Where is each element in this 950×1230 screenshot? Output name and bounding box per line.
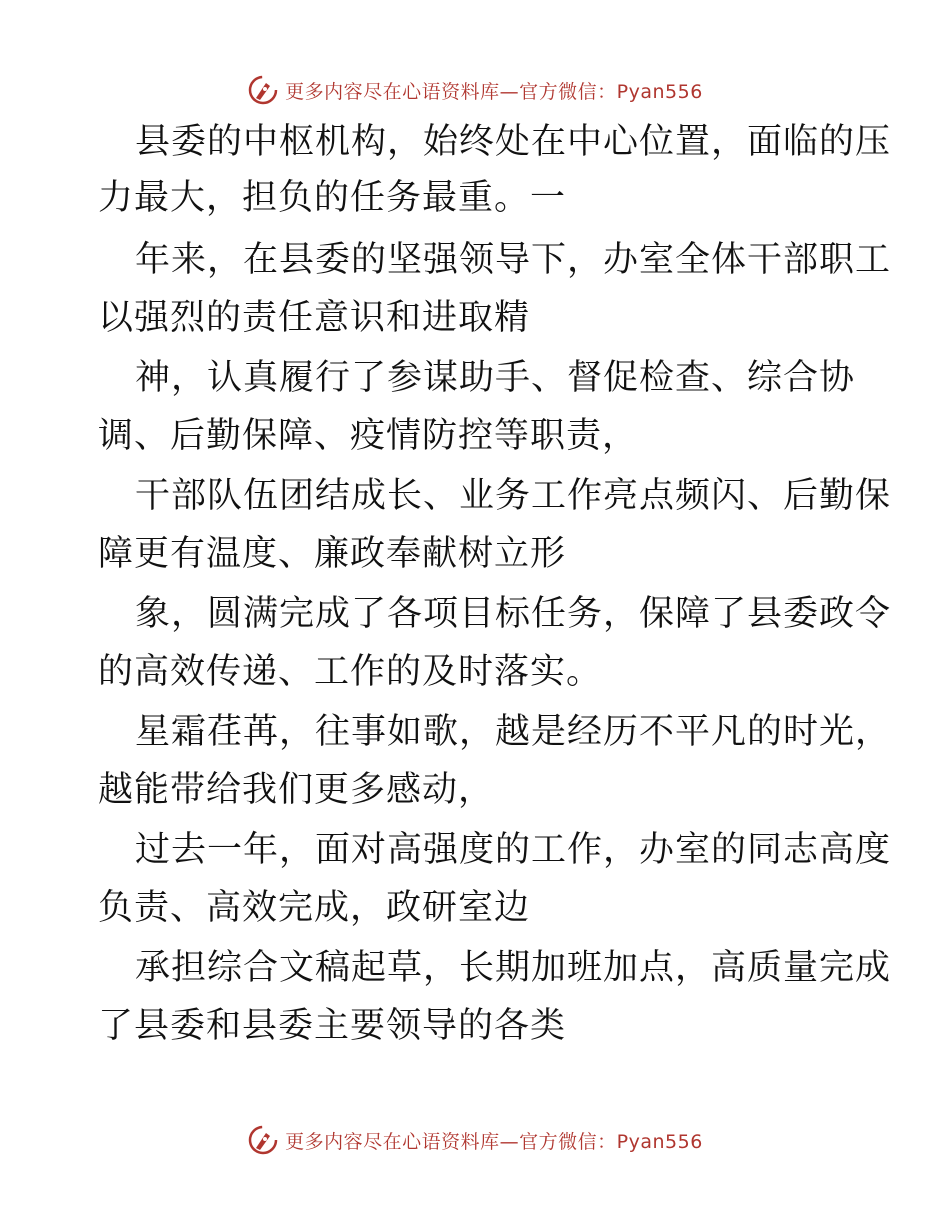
- text-line: 承担综合文稿起草，长期加班加点，高质量完成: [135, 948, 892, 988]
- pen-nib-logo-icon: [247, 1124, 279, 1156]
- text-line: 象，圆满完成了各项目标任务，保障了县委政令: [135, 594, 892, 634]
- text-line: 的高效传递、工作的及时落实。: [98, 652, 603, 692]
- text-line: 星霜荏苒，往事如歌，越是经历不平凡的时光，: [135, 712, 892, 752]
- text-line: 神，认真履行了参谋助手、督促检查、综合协: [135, 358, 856, 398]
- text-line: 以强烈的责任意识和进取精: [98, 298, 531, 338]
- text-line: 干部队伍团结成长、业务工作亮点频闪、后勤保: [135, 476, 892, 516]
- footer-banner: [0, 1120, 950, 1160]
- text-line: 负责、高效完成，政研室边: [98, 888, 531, 928]
- header-banner-text: 更多内容尽在心语资料库—官方微信：Pyan556: [285, 80, 703, 103]
- text-line: 越能带给我们更多感动，: [98, 770, 495, 810]
- text-line: 县委的中枢机构，始终处在中心位置，面临的压: [135, 122, 892, 162]
- text-line: 年来，在县委的坚强领导下，办室全体干部职工: [135, 240, 892, 280]
- text-line: 了县委和县委主要领导的各类: [98, 1006, 567, 1046]
- text-line: 障更有温度、廉政奉献树立形: [98, 534, 567, 574]
- text-line: 力最大，担负的任务最重。一: [98, 178, 567, 218]
- header-banner: [0, 70, 950, 110]
- footer-banner-text: 更多内容尽在心语资料库—官方微信：Pyan556: [285, 1130, 703, 1153]
- text-line: 过去一年，面对高强度的工作，办室的同志高度: [135, 830, 892, 870]
- pen-nib-logo-icon: [247, 74, 279, 106]
- text-line: 调、后勤保障、疫情防控等职责，: [98, 416, 639, 456]
